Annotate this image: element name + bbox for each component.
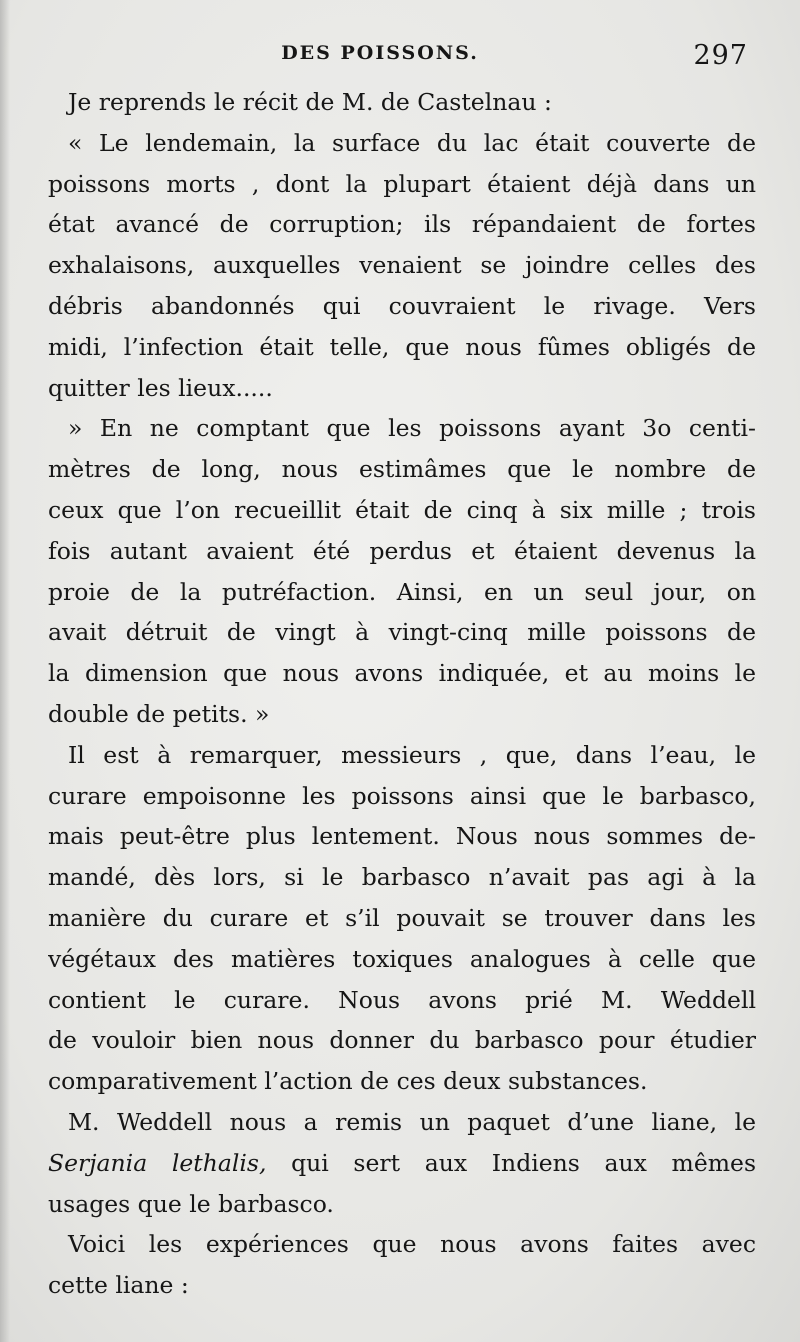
text-line: » En ne comptant que les poissons ayant 3o centi-	[68, 414, 756, 443]
text-line: état avancé de corruption; ils répandaient de fortes	[48, 210, 756, 239]
text-line: usages que le barbasco.	[48, 1189, 334, 1218]
text-line: cette liane :	[48, 1271, 189, 1300]
body-text	[48, 82, 756, 1306]
text-line: débris abandonnés qui couvraient le rivage. Vers	[48, 291, 756, 320]
text-line: mais peut-être plus lentement. Nous nous sommes de-	[48, 822, 756, 851]
text-line: Voici les expériences que nous avons faites avec	[68, 1230, 756, 1259]
text-line-rest: qui sert aux Indiens aux mêmes	[266, 1148, 756, 1177]
text-line-with-italic	[48, 1143, 756, 1184]
text-line: mètres de long, nous estimâmes que le nombre de	[48, 455, 756, 484]
running-title: DES POISSONS.	[281, 42, 479, 64]
text-line: de vouloir bien nous donner du barbasco pour étudier	[48, 1026, 756, 1055]
running-head	[0, 40, 800, 70]
text-line: double de petits. »	[48, 699, 270, 728]
text-line: comparativement l’action de ces deux substances.	[48, 1067, 648, 1096]
text-line: « Le lendemain, la surface du lac était couverte de	[68, 128, 756, 157]
text-line: fois autant avaient été perdus et étaient devenus la	[48, 536, 756, 565]
text-line: mandé, dès lors, si le barbasco n’avait pas agi à la	[48, 863, 756, 892]
text-line: Je reprends le récit de M. de Castelnau :	[68, 88, 552, 116]
text-line: la dimension que nous avons indiquée, et au moins le	[48, 659, 756, 688]
text-line: midi, l’infection était telle, que nous fûmes obligés de	[48, 332, 756, 361]
text-line: M. Weddell nous a remis un paquet d’une liane, le	[68, 1107, 756, 1136]
text-line: ceux que l’on recueillit était de cinq à six mille ; trois	[48, 495, 756, 524]
species-name: Serjania lethalis,	[48, 1148, 267, 1177]
text-line: avait détruit de vingt à vingt-cinq mille poissons de	[48, 618, 756, 647]
text-line: poissons morts , dont la plupart étaient déjà dans un	[48, 169, 756, 198]
text-line: contient le curare. Nous avons prié M. Weddell	[48, 985, 756, 1014]
text-line: exhalaisons, auxquelles venaient se joindre celles des	[48, 251, 756, 280]
text-line: Il est à remarquer, messieurs , que, dans l’eau, le	[68, 740, 756, 769]
text-line: proie de la putréfaction. Ainsi, en un seul jour, on	[48, 577, 756, 606]
text-line: curare empoisonne les poissons ainsi que le barbasco,	[48, 781, 756, 810]
text-line: végétaux des matières toxiques analogues à celle que	[48, 944, 756, 973]
text-line: manière du curare et s’il pouvait se trouver dans les	[48, 903, 756, 932]
text-line: quitter les lieux.....	[48, 373, 273, 402]
page-number: 297	[693, 40, 748, 71]
